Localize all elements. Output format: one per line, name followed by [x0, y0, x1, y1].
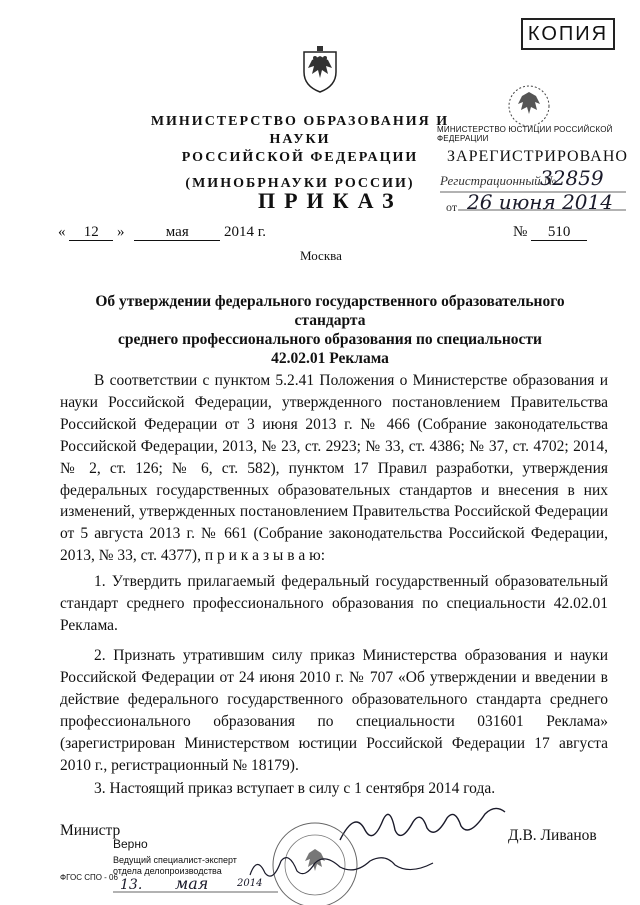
registration-date: 26 июня 2014: [467, 190, 613, 214]
certification-day: 13.: [120, 877, 143, 893]
date-year: 2014 г.: [224, 224, 266, 240]
ministry-header: [150, 113, 450, 193]
order-city: Москва: [300, 248, 342, 263]
document-title-line2: среднего профессионального образования по специальности: [118, 331, 542, 348]
item-1-paragraph: 1. Утвердить прилагаемый федеральный государственный образовательный стандарт среднего профессионального образования по специальности 42.02.01 Реклама.: [60, 573, 608, 634]
item-3-paragraph: 3. Настоящий приказ вступает в силу с 1 сентября 2014 года.: [94, 780, 496, 797]
date-close-quote: »: [117, 224, 125, 240]
registration-number-label: Регистрационный №: [440, 173, 557, 188]
order-number-label: №: [513, 224, 528, 240]
order-title: ПРИКАЗ: [258, 188, 403, 213]
preamble-paragraph: В соответствии с пунктом 5.2.41 Положения о Министерстве образования и науки Российской Федерации, утвержденного постановлением Правительства Российской Федерации от 3 июня 2013 г. № 466 (Собрание законодательства Российской Федерации, 2013, № 23, ст. 2923; № 33, ст. 4386; № 37, ст. 4702; 2014, № 2, ст. 126; № 6, ст. 582), пунктом 17 Правил разработки, утверждения федеральных государственных образовательных стандартов и внесения в них изменений, утвержденных постановлением Правительства Российской Федерации от 5 августа 2013 г. № 661 (Собрание законодательства Российской Федерации, 2013, № 33, ст. 4377), п р и к а з ы в а ю:: [60, 372, 608, 565]
document-title-line3: 42.02.01 Реклама: [271, 350, 389, 367]
ministry-short-name: (МИНОБРНАУКИ РОССИИ): [185, 176, 415, 191]
footer-code: ФГОС СПО - 06: [60, 873, 118, 882]
certification-month: мая: [175, 874, 209, 893]
registration-number: 32859: [540, 166, 604, 190]
copy-stamp: КОПИЯ: [521, 18, 615, 50]
registration-underlines: [438, 190, 628, 212]
document-title: [60, 292, 600, 368]
date-month: мая: [134, 224, 220, 241]
ministry-name-line1: МИНИСТЕРСТВО ОБРАЗОВАНИЯ И НАУКИ: [150, 114, 450, 147]
coat-of-arms-emblem: [298, 42, 342, 94]
registration-status: ЗАРЕГИСТРИРОВАНО: [447, 148, 628, 165]
justice-seal-emblem: [497, 80, 561, 130]
document-title-line1: Об утверждении федерального государственного образовательного стандарта: [95, 293, 565, 329]
ministry-name-line2: РОССИЙСКОЙ ФЕДЕРАЦИИ: [181, 150, 419, 165]
date-day: 12: [69, 224, 113, 241]
signatory-title: Министр: [60, 822, 121, 839]
order-date: [58, 224, 266, 241]
date-open-quote: «: [58, 224, 66, 240]
certification-verno: Верно: [113, 837, 148, 851]
item-2-paragraph: 2. Признать утратившим силу приказ Министерства образования и науки Российской Федерации от 24 июня 2010 г. № 707 «Об утверждении и введении в действие федерального государственного образовательного стандарта среднего профессионального образования по специальности 031601 Реклама» (зарегистрирован Министерством юстиции Российской Федерации 17 августа 2010 г., регистрационный № 18179).: [60, 647, 608, 774]
certification-year: 2014: [237, 878, 263, 889]
signatory-name: Д.В. Ливанов: [508, 827, 597, 844]
certification-position: Ведущий специалист-эксперт отдела делопроизводства: [113, 855, 237, 876]
order-number: [513, 224, 587, 241]
registration-ministry: МИНИСТЕРСТВО ЮСТИЦИИ РОССИЙСКОЙ ФЕДЕРАЦИИ: [437, 125, 613, 143]
registration-from-label: от: [446, 200, 458, 214]
order-number-value: 510: [531, 224, 587, 241]
certifier-signature: [245, 845, 440, 885]
certification-date-underline: [113, 891, 278, 895]
